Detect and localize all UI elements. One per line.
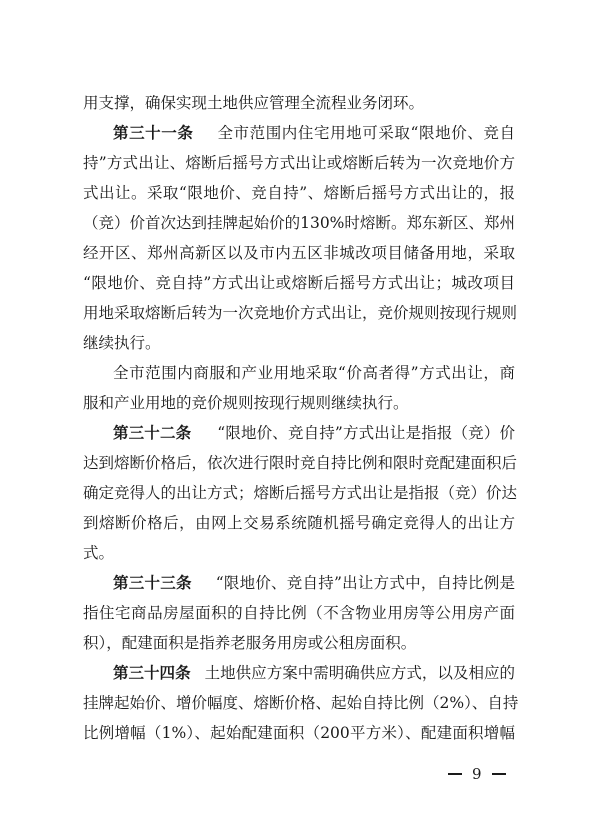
text-line: [83, 148, 515, 178]
line-text: 土地供应方案中需明确供应方式，以及相应的: [204, 664, 515, 682]
line-text: “限地价、竞自持”方式出让是指报（竞）价: [217, 424, 515, 442]
line-text: 继续执行。: [83, 334, 161, 352]
line-text: 全市范围内商服和产业用地采取“价高者得”方式出让，商: [113, 364, 515, 382]
page-footer: [448, 762, 506, 786]
line-text: 积），配建面积是指养老服务用房或公租房面积。: [83, 634, 417, 652]
text-line: [83, 178, 515, 208]
text-line: [113, 658, 515, 688]
line-text: 用支撑，确保实现土地供应管理全流程业务闭环。: [83, 94, 425, 112]
page-number: 9: [472, 765, 482, 783]
line-text: 到熔断价格后，由网上交易系统随机摇号确定竞得人的出让方: [83, 514, 515, 532]
line-text: 式。: [83, 544, 115, 562]
text-line: [83, 268, 515, 298]
text-line: [83, 598, 515, 628]
line-text: “限地价、竞自持”方式出让或熔断后摇号方式出让；城改项目: [83, 274, 515, 292]
line-text: 达到熔断价格后，依次进行限时竞自持比例和限时竞配建面积后: [83, 454, 518, 472]
footer-right-dash: [492, 773, 506, 774]
text-line: [113, 358, 515, 388]
line-text: 比例增幅（1%）、起始配建面积（200平方米）、配建面积增幅: [83, 724, 515, 742]
line-text: （竞）价首次达到挂牌起始价的130%时熔断。郑东新区、郑州: [83, 214, 515, 232]
line-text: 服和产业用地的竞价规则按现行规则继续执行。: [83, 394, 409, 412]
text-line: [83, 238, 515, 268]
text-line: [83, 628, 515, 658]
line-text: 挂牌起始价、增价幅度、熔断价格、起始自持比例（2%）、自持: [83, 694, 519, 712]
text-line: [83, 508, 515, 538]
text-line: [83, 208, 515, 238]
text-line: [83, 688, 519, 718]
article-number: 第三十二条: [113, 423, 192, 442]
line-text: 用地采取熔断后转为一次竞地价方式出让，竞价规则按现行规则: [83, 304, 518, 322]
text-line: [83, 298, 518, 328]
footer-left-dash: [448, 773, 462, 774]
text-line: [83, 448, 518, 478]
line-text: 式出让。采取“限地价、竞自持”、熔断后摇号方式出让的，报: [83, 184, 515, 202]
text-line: [113, 118, 515, 148]
text-line: [83, 478, 518, 508]
line-text: 持”方式出让、熔断后摇号方式出让或熔断后转为一次竞地价方: [83, 154, 515, 172]
article-number: 第三十三条: [113, 573, 192, 592]
text-line: [83, 328, 515, 358]
article-number: 第三十四条: [113, 663, 191, 682]
text-line: [83, 538, 515, 568]
article-number: 第三十一条: [113, 123, 194, 142]
text-line: [83, 718, 515, 748]
line-text: 经开区、郑州高新区以及市内五区非城改项目储备用地，采取: [83, 244, 515, 262]
text-line: [113, 418, 515, 448]
line-text: 确定竞得人的出让方式；熔断后摇号方式出让是指报（竞）价达: [83, 484, 518, 502]
line-text: “限地价、竞自持”出让方式中，自持比例是: [215, 574, 515, 592]
text-line: [83, 388, 515, 418]
line-text: 指住宅商品房屋面积的自持比例（不含物业用房等公用房产面: [83, 604, 515, 622]
text-line: [83, 88, 515, 118]
line-text: 全市范围内住宅用地可采取“限地价、竞自: [217, 124, 515, 142]
text-line: [113, 568, 515, 598]
